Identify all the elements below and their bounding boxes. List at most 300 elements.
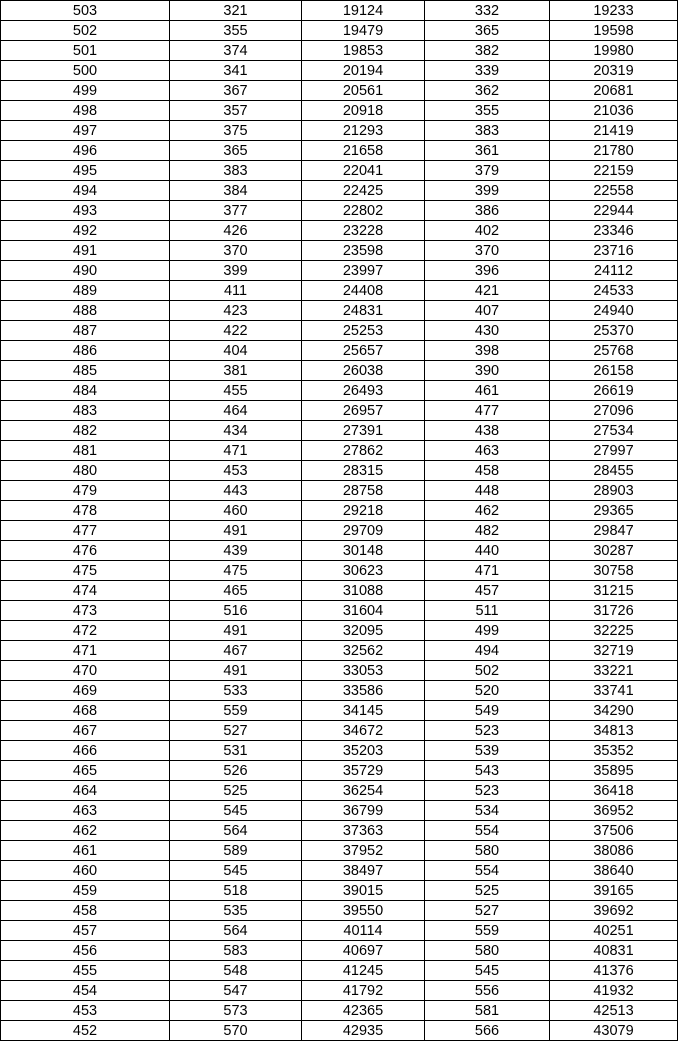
score-cell: 502 [1,21,170,41]
score-cell: 499 [1,81,170,101]
cumulative-a-cell: 32562 [302,641,425,661]
count-a-cell: 399 [170,261,302,281]
count-b-cell: 534 [425,801,550,821]
count-a-cell: 455 [170,381,302,401]
table-row [1,781,678,801]
count-a-cell: 404 [170,341,302,361]
count-b-cell: 511 [425,601,550,621]
count-a-cell: 443 [170,481,302,501]
cumulative-b-cell: 25370 [550,321,678,341]
score-cell: 476 [1,541,170,561]
cumulative-a-cell: 29709 [302,521,425,541]
score-cell: 455 [1,961,170,981]
count-b-cell: 554 [425,821,550,841]
score-cell: 497 [1,121,170,141]
count-a-cell: 423 [170,301,302,321]
cumulative-b-cell: 24112 [550,261,678,281]
score-cell: 492 [1,221,170,241]
count-b-cell: 440 [425,541,550,561]
cumulative-b-cell: 33741 [550,681,678,701]
count-a-cell: 570 [170,1021,302,1041]
cumulative-b-cell: 23716 [550,241,678,261]
count-b-cell: 580 [425,841,550,861]
count-b-cell: 382 [425,41,550,61]
cumulative-b-cell: 26158 [550,361,678,381]
score-cell: 456 [1,941,170,961]
count-a-cell: 533 [170,681,302,701]
count-a-cell: 381 [170,361,302,381]
count-b-cell: 458 [425,461,550,481]
score-cell: 498 [1,101,170,121]
score-cell: 465 [1,761,170,781]
count-b-cell: 386 [425,201,550,221]
count-a-cell: 535 [170,901,302,921]
cumulative-a-cell: 24408 [302,281,425,301]
cumulative-b-cell: 31215 [550,581,678,601]
cumulative-b-cell: 32719 [550,641,678,661]
score-cell: 490 [1,261,170,281]
cumulative-b-cell: 33221 [550,661,678,681]
score-cell: 496 [1,141,170,161]
cumulative-a-cell: 28315 [302,461,425,481]
cumulative-a-cell: 33586 [302,681,425,701]
cumulative-b-cell: 41932 [550,981,678,1001]
count-b-cell: 383 [425,121,550,141]
cumulative-a-cell: 42935 [302,1021,425,1041]
cumulative-a-cell: 39550 [302,901,425,921]
count-b-cell: 549 [425,701,550,721]
table-row [1,501,678,521]
count-b-cell: 523 [425,781,550,801]
cumulative-a-cell: 23997 [302,261,425,281]
score-cell: 469 [1,681,170,701]
table-row [1,621,678,641]
table-row [1,201,678,221]
score-cell: 457 [1,921,170,941]
cumulative-b-cell: 34290 [550,701,678,721]
cumulative-a-cell: 26038 [302,361,425,381]
cumulative-b-cell: 19233 [550,1,678,21]
cumulative-b-cell: 43079 [550,1021,678,1041]
count-a-cell: 365 [170,141,302,161]
count-a-cell: 355 [170,21,302,41]
cumulative-b-cell: 24533 [550,281,678,301]
score-cell: 493 [1,201,170,221]
table-row [1,481,678,501]
cumulative-b-cell: 29847 [550,521,678,541]
table-row [1,61,678,81]
table-row [1,421,678,441]
cumulative-a-cell: 20194 [302,61,425,81]
table-row [1,841,678,861]
cumulative-a-cell: 28758 [302,481,425,501]
cumulative-b-cell: 38640 [550,861,678,881]
count-a-cell: 559 [170,701,302,721]
score-cell: 468 [1,701,170,721]
table-row [1,661,678,681]
count-a-cell: 525 [170,781,302,801]
count-a-cell: 341 [170,61,302,81]
score-cell: 483 [1,401,170,421]
score-cell: 472 [1,621,170,641]
count-a-cell: 321 [170,1,302,21]
cumulative-b-cell: 27096 [550,401,678,421]
cumulative-a-cell: 38497 [302,861,425,881]
count-b-cell: 438 [425,421,550,441]
count-a-cell: 375 [170,121,302,141]
count-b-cell: 379 [425,161,550,181]
count-b-cell: 362 [425,81,550,101]
count-b-cell: 462 [425,501,550,521]
count-b-cell: 527 [425,901,550,921]
table-row [1,1021,678,1041]
score-cell: 478 [1,501,170,521]
cumulative-b-cell: 28455 [550,461,678,481]
table-row [1,21,678,41]
cumulative-a-cell: 23598 [302,241,425,261]
count-a-cell: 545 [170,861,302,881]
count-a-cell: 426 [170,221,302,241]
table-row [1,101,678,121]
count-b-cell: 398 [425,341,550,361]
score-cell: 474 [1,581,170,601]
table-row [1,441,678,461]
score-cell: 485 [1,361,170,381]
score-cell: 489 [1,281,170,301]
table-row [1,701,678,721]
cumulative-a-cell: 34672 [302,721,425,741]
table-row [1,561,678,581]
count-b-cell: 520 [425,681,550,701]
cumulative-b-cell: 25768 [550,341,678,361]
count-b-cell: 580 [425,941,550,961]
cumulative-a-cell: 39015 [302,881,425,901]
cumulative-b-cell: 38086 [550,841,678,861]
cumulative-a-cell: 27391 [302,421,425,441]
cumulative-a-cell: 25657 [302,341,425,361]
count-b-cell: 523 [425,721,550,741]
count-a-cell: 548 [170,961,302,981]
table-body [1,1,678,1041]
table-row [1,321,678,341]
cumulative-a-cell: 40114 [302,921,425,941]
score-cell: 488 [1,301,170,321]
count-a-cell: 475 [170,561,302,581]
cumulative-a-cell: 19479 [302,21,425,41]
count-a-cell: 357 [170,101,302,121]
cumulative-b-cell: 26619 [550,381,678,401]
count-a-cell: 547 [170,981,302,1001]
count-a-cell: 564 [170,921,302,941]
table-row [1,241,678,261]
count-b-cell: 494 [425,641,550,661]
cumulative-b-cell: 21036 [550,101,678,121]
count-a-cell: 491 [170,621,302,641]
table-row [1,681,678,701]
score-cell: 464 [1,781,170,801]
cumulative-b-cell: 20319 [550,61,678,81]
count-a-cell: 589 [170,841,302,861]
table-row [1,741,678,761]
cumulative-a-cell: 35203 [302,741,425,761]
count-a-cell: 464 [170,401,302,421]
cumulative-b-cell: 27997 [550,441,678,461]
table-row [1,721,678,741]
count-b-cell: 457 [425,581,550,601]
count-b-cell: 402 [425,221,550,241]
cumulative-a-cell: 24831 [302,301,425,321]
table-row [1,461,678,481]
cumulative-a-cell: 37363 [302,821,425,841]
table-row [1,301,678,321]
table-row [1,601,678,621]
count-a-cell: 377 [170,201,302,221]
cumulative-a-cell: 34145 [302,701,425,721]
cumulative-a-cell: 21658 [302,141,425,161]
count-a-cell: 411 [170,281,302,301]
table-row [1,341,678,361]
count-a-cell: 564 [170,821,302,841]
cumulative-a-cell: 31088 [302,581,425,601]
score-cell: 462 [1,821,170,841]
count-b-cell: 365 [425,21,550,41]
table-row [1,541,678,561]
cumulative-a-cell: 31604 [302,601,425,621]
score-cell: 461 [1,841,170,861]
score-cell: 486 [1,341,170,361]
count-b-cell: 539 [425,741,550,761]
table-row [1,281,678,301]
cumulative-b-cell: 40831 [550,941,678,961]
count-a-cell: 467 [170,641,302,661]
count-b-cell: 332 [425,1,550,21]
count-a-cell: 491 [170,521,302,541]
table-row [1,361,678,381]
cumulative-a-cell: 30148 [302,541,425,561]
score-cell: 467 [1,721,170,741]
cumulative-b-cell: 22944 [550,201,678,221]
cumulative-a-cell: 27862 [302,441,425,461]
cumulative-a-cell: 26957 [302,401,425,421]
cumulative-b-cell: 36952 [550,801,678,821]
count-a-cell: 374 [170,41,302,61]
score-cell: 463 [1,801,170,821]
score-cell: 471 [1,641,170,661]
score-cell: 459 [1,881,170,901]
table-row [1,41,678,61]
count-a-cell: 370 [170,241,302,261]
cumulative-b-cell: 41376 [550,961,678,981]
count-b-cell: 399 [425,181,550,201]
cumulative-a-cell: 21293 [302,121,425,141]
count-b-cell: 461 [425,381,550,401]
cumulative-b-cell: 37506 [550,821,678,841]
count-a-cell: 583 [170,941,302,961]
count-b-cell: 448 [425,481,550,501]
count-b-cell: 370 [425,241,550,261]
cumulative-a-cell: 36799 [302,801,425,821]
table-row [1,181,678,201]
count-b-cell: 499 [425,621,550,641]
count-b-cell: 407 [425,301,550,321]
cumulative-a-cell: 19124 [302,1,425,21]
count-a-cell: 465 [170,581,302,601]
count-b-cell: 525 [425,881,550,901]
score-cell: 473 [1,601,170,621]
cumulative-b-cell: 36418 [550,781,678,801]
cumulative-a-cell: 42365 [302,1001,425,1021]
score-cell: 495 [1,161,170,181]
score-cell: 470 [1,661,170,681]
cumulative-a-cell: 36254 [302,781,425,801]
cumulative-b-cell: 40251 [550,921,678,941]
count-a-cell: 518 [170,881,302,901]
table-row [1,921,678,941]
table-row [1,261,678,281]
cumulative-a-cell: 40697 [302,941,425,961]
cumulative-a-cell: 33053 [302,661,425,681]
score-cell: 466 [1,741,170,761]
cumulative-b-cell: 42513 [550,1001,678,1021]
score-cell: 453 [1,1001,170,1021]
count-a-cell: 422 [170,321,302,341]
cumulative-b-cell: 27534 [550,421,678,441]
cumulative-b-cell: 39165 [550,881,678,901]
score-cell: 500 [1,61,170,81]
count-a-cell: 439 [170,541,302,561]
cumulative-b-cell: 21780 [550,141,678,161]
cumulative-a-cell: 25253 [302,321,425,341]
score-cell: 501 [1,41,170,61]
count-b-cell: 421 [425,281,550,301]
count-a-cell: 545 [170,801,302,821]
cumulative-b-cell: 22558 [550,181,678,201]
cumulative-b-cell: 29365 [550,501,678,521]
count-a-cell: 531 [170,741,302,761]
table-row [1,1001,678,1021]
cumulative-a-cell: 35729 [302,761,425,781]
table-row [1,221,678,241]
cumulative-b-cell: 30758 [550,561,678,581]
cumulative-b-cell: 35895 [550,761,678,781]
count-a-cell: 460 [170,501,302,521]
table-row [1,901,678,921]
count-b-cell: 355 [425,101,550,121]
cumulative-b-cell: 24940 [550,301,678,321]
cumulative-b-cell: 28903 [550,481,678,501]
table-row [1,401,678,421]
count-b-cell: 502 [425,661,550,681]
score-cell: 503 [1,1,170,21]
score-cell: 477 [1,521,170,541]
count-b-cell: 545 [425,961,550,981]
cumulative-a-cell: 23228 [302,221,425,241]
table-row [1,801,678,821]
cumulative-b-cell: 23346 [550,221,678,241]
count-b-cell: 543 [425,761,550,781]
table-row [1,381,678,401]
cumulative-a-cell: 20561 [302,81,425,101]
score-cell: 458 [1,901,170,921]
cumulative-b-cell: 31726 [550,601,678,621]
count-a-cell: 526 [170,761,302,781]
score-cell: 481 [1,441,170,461]
count-b-cell: 471 [425,561,550,581]
score-cell: 452 [1,1021,170,1041]
score-cell: 460 [1,861,170,881]
cumulative-a-cell: 20918 [302,101,425,121]
cumulative-b-cell: 32225 [550,621,678,641]
cumulative-a-cell: 30623 [302,561,425,581]
table-row [1,121,678,141]
count-b-cell: 463 [425,441,550,461]
table-row [1,641,678,661]
count-a-cell: 434 [170,421,302,441]
table-row [1,821,678,841]
table-row [1,961,678,981]
count-a-cell: 383 [170,161,302,181]
table-row [1,521,678,541]
cumulative-a-cell: 22425 [302,181,425,201]
count-a-cell: 491 [170,661,302,681]
cumulative-b-cell: 21419 [550,121,678,141]
count-b-cell: 396 [425,261,550,281]
score-cell: 487 [1,321,170,341]
score-cell: 475 [1,561,170,581]
cumulative-a-cell: 29218 [302,501,425,521]
table-row [1,581,678,601]
cumulative-a-cell: 41245 [302,961,425,981]
table-row [1,881,678,901]
table-row [1,81,678,101]
table-row [1,141,678,161]
table-row [1,1,678,21]
count-a-cell: 453 [170,461,302,481]
count-b-cell: 482 [425,521,550,541]
score-cell: 454 [1,981,170,1001]
table-row [1,761,678,781]
cumulative-a-cell: 32095 [302,621,425,641]
cumulative-a-cell: 26493 [302,381,425,401]
count-b-cell: 339 [425,61,550,81]
cumulative-b-cell: 39692 [550,901,678,921]
cumulative-a-cell: 22802 [302,201,425,221]
count-b-cell: 581 [425,1001,550,1021]
score-cell: 491 [1,241,170,261]
cumulative-b-cell: 19980 [550,41,678,61]
count-b-cell: 390 [425,361,550,381]
table-row [1,941,678,961]
score-cell: 494 [1,181,170,201]
cumulative-a-cell: 41792 [302,981,425,1001]
cumulative-a-cell: 37952 [302,841,425,861]
count-b-cell: 430 [425,321,550,341]
count-b-cell: 566 [425,1021,550,1041]
cumulative-b-cell: 30287 [550,541,678,561]
score-cell: 479 [1,481,170,501]
score-cell: 482 [1,421,170,441]
cumulative-b-cell: 19598 [550,21,678,41]
cumulative-b-cell: 34813 [550,721,678,741]
cumulative-b-cell: 20681 [550,81,678,101]
count-b-cell: 559 [425,921,550,941]
cumulative-b-cell: 35352 [550,741,678,761]
score-cell: 484 [1,381,170,401]
count-a-cell: 384 [170,181,302,201]
count-b-cell: 361 [425,141,550,161]
table-row [1,861,678,881]
score-cell: 480 [1,461,170,481]
